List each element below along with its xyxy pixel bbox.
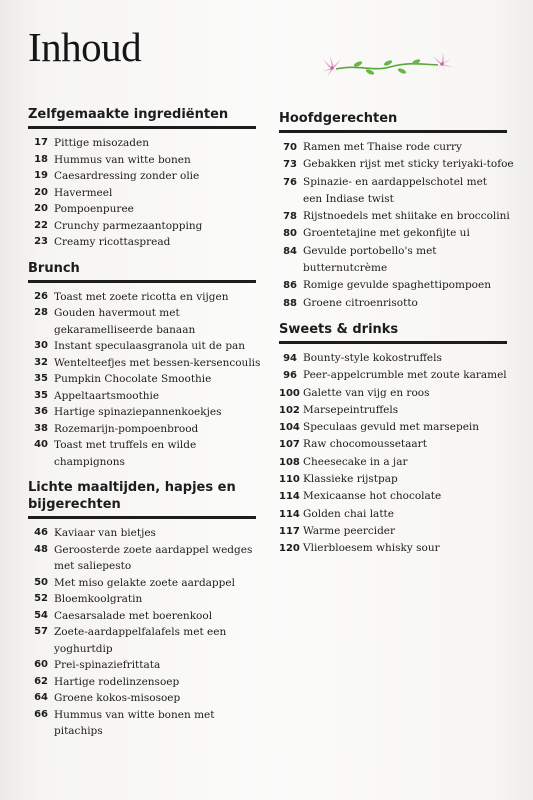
- toc-entry[interactable]: [279, 506, 507, 523]
- toc-entry[interactable]: [28, 135, 256, 152]
- toc-entry[interactable]: [28, 289, 256, 306]
- entry-page: 17: [34, 137, 48, 148]
- toc-entry[interactable]: [28, 674, 256, 691]
- toc-entry[interactable]: [28, 388, 256, 405]
- entry-title: Appeltaartsmoothie: [54, 389, 160, 402]
- entry-page: 60: [34, 659, 48, 670]
- entry-page: 120: [279, 543, 300, 555]
- entry-title: Golden chai latte: [303, 507, 394, 520]
- toc-entry[interactable]: [28, 542, 256, 575]
- entry-page: 28: [34, 307, 48, 318]
- entry-title: Caesardressing zonder olie: [54, 170, 200, 182]
- section-title: Lichte maaltijden, hapjes en bijgerechten: [28, 480, 236, 512]
- entry-title: Met miso gelakte zoete aardappel: [54, 576, 235, 589]
- entry-title: Bounty-style kokostruffels: [303, 351, 442, 364]
- toc-section: [28, 106, 256, 251]
- toc-entry[interactable]: [279, 225, 507, 242]
- toc-section: [279, 321, 507, 558]
- entry-title: Groentetajine met gekonfijte ui: [303, 227, 470, 240]
- toc-entry[interactable]: [279, 523, 507, 540]
- toc-entry[interactable]: [279, 454, 507, 471]
- toc-entry[interactable]: [279, 139, 507, 156]
- section-title: Hoofdgerechten: [279, 111, 398, 126]
- entry-page: 20: [34, 203, 48, 214]
- entry-title: Prei-spinaziefrittata: [54, 659, 161, 671]
- toc-entry[interactable]: [28, 371, 256, 388]
- toc-entry[interactable]: [28, 575, 256, 592]
- toc-entry[interactable]: [28, 234, 256, 251]
- entry-page: 54: [34, 609, 48, 621]
- toc-entry[interactable]: [279, 156, 514, 173]
- toc-left-column: [28, 106, 261, 749]
- toc-entry[interactable]: [28, 591, 256, 608]
- entry-title: Toast met zoete ricotta en vijgen: [54, 290, 229, 303]
- section-rule: [28, 280, 256, 283]
- entry-page: 117: [279, 525, 300, 537]
- entry-title: Mexicaanse hot chocolate: [303, 490, 442, 503]
- entry-page: 32: [34, 356, 48, 368]
- toc-entry[interactable]: [28, 404, 256, 421]
- entry-title: Warme peercider: [303, 524, 396, 537]
- toc-entry[interactable]: [28, 338, 256, 355]
- toc-right-column: [279, 110, 514, 567]
- entry-title: Hummus van witte bonen: [54, 153, 191, 166]
- toc-entry[interactable]: [279, 277, 507, 294]
- section-rule: [279, 130, 507, 133]
- entry-title: Romige gevulde spaghettipompoen: [303, 279, 491, 292]
- entry-page: 64: [34, 692, 48, 703]
- section-title: Sweets & drinks: [279, 321, 399, 337]
- toc-entry[interactable]: [279, 350, 507, 367]
- entry-page: 52: [34, 593, 48, 604]
- entry-page: 100: [279, 387, 300, 399]
- entry-title: Crunchy parmezaantopping: [54, 219, 203, 232]
- entry-title: Gevulde portobello's met butternutcrème: [303, 244, 437, 275]
- entry-title: Ramen met Thaise rode curry: [303, 141, 462, 153]
- entry-page: 35: [34, 373, 48, 384]
- toc-section: [28, 260, 261, 471]
- entry-page: 96: [283, 370, 297, 382]
- entry-page: 22: [34, 219, 48, 231]
- toc-entry[interactable]: [28, 152, 256, 169]
- toc-entry[interactable]: [279, 402, 507, 419]
- entry-page: 76: [283, 176, 297, 188]
- entry-page: 70: [283, 142, 297, 153]
- toc-entry[interactable]: [28, 437, 256, 470]
- entry-page: 35: [34, 389, 48, 401]
- toc-entry[interactable]: [279, 471, 507, 488]
- entry-title: Geroosterde zoete aardappel wedges met saliepesto: [54, 543, 253, 572]
- toc-entry[interactable]: [28, 690, 256, 707]
- entry-page: 38: [34, 422, 48, 434]
- entry-page: 62: [34, 675, 48, 687]
- flower-vine-icon: [318, 50, 456, 84]
- toc-entry[interactable]: [279, 295, 507, 312]
- entry-page: 30: [34, 340, 48, 351]
- toc-entry[interactable]: [279, 540, 507, 557]
- entry-title: Rijstnoedels met shiitake en broccolini: [303, 210, 510, 223]
- entry-page: 40: [34, 439, 48, 450]
- toc-entry[interactable]: [279, 419, 507, 436]
- entry-page: 102: [279, 404, 300, 416]
- entry-title: Wentelteefjes met bessen-kersencoulis: [54, 356, 261, 369]
- toc-entry[interactable]: [28, 657, 256, 674]
- entry-page: 66: [34, 708, 48, 720]
- entry-page: 94: [283, 352, 297, 364]
- entry-title: Havermeel: [54, 186, 113, 199]
- entry-title: Zoete-aardappelfalafels met een yoghurtdip: [54, 626, 227, 655]
- entry-title: Groene kokos-misosoep: [54, 692, 181, 704]
- toc-entry[interactable]: [28, 168, 256, 185]
- entry-page: 57: [34, 626, 48, 637]
- entry-title: Spinazie- en aardappelschotel met een Indiase twist: [303, 175, 488, 205]
- entry-title: Toast met truffels en wilde champignons: [54, 439, 197, 468]
- toc-entry[interactable]: [279, 436, 507, 453]
- entry-title: Klassieke rijstpap: [303, 473, 398, 486]
- entry-title: Hartige spinaziepannenkoekjes: [54, 406, 222, 418]
- entry-page: 84: [283, 245, 297, 257]
- entry-page: 114: [279, 508, 300, 520]
- entry-title: Creamy ricottaspread: [54, 236, 171, 248]
- entry-page: 46: [34, 527, 48, 538]
- entry-page: 18: [34, 153, 48, 165]
- entry-page: 78: [283, 211, 297, 223]
- toc-entry[interactable]: [279, 488, 507, 505]
- entry-page: 19: [34, 170, 48, 181]
- entry-title: Hummus van witte bonen met pitachips: [54, 708, 215, 737]
- entry-page: 23: [34, 236, 48, 247]
- section-rule: [28, 516, 256, 519]
- toc-entry[interactable]: [28, 421, 256, 438]
- section-rule: [28, 126, 256, 129]
- entry-title: Hartige rodelinzensoep: [54, 675, 180, 688]
- entry-page: 104: [279, 422, 300, 434]
- entry-page: 86: [283, 280, 297, 292]
- entry-title: Vlierbloesem whisky sour: [303, 542, 440, 555]
- entry-page: 114: [279, 491, 300, 503]
- toc-entry[interactable]: [279, 208, 510, 225]
- entry-title: Peer-appelcrumble met zoute karamel: [303, 369, 507, 382]
- entry-page: 108: [279, 456, 300, 468]
- entry-title: Instant speculaasgranola uit de pan: [54, 340, 246, 352]
- entry-page: 20: [34, 186, 48, 198]
- toc-entry[interactable]: [28, 185, 256, 202]
- entry-title: Galette van vijg en roos: [303, 386, 430, 399]
- entry-page: 88: [283, 297, 297, 309]
- entry-page: 50: [34, 576, 48, 588]
- entry-title: Gouden havermout met gekaramelliseerde banaan: [54, 307, 196, 336]
- toc-entry[interactable]: [28, 525, 256, 542]
- entry-title: Marsepeintruffels: [303, 403, 399, 416]
- entry-title: Groene citroenrisotto: [303, 296, 418, 309]
- toc-section: [279, 110, 514, 312]
- toc-entry[interactable]: [28, 201, 256, 218]
- toc-entry[interactable]: [28, 624, 256, 657]
- entry-title: Pumpkin Chocolate Smoothie: [54, 373, 212, 385]
- toc-entry[interactable]: [279, 174, 507, 209]
- entry-page: 36: [34, 406, 48, 417]
- entry-title: Pompoenpuree: [54, 203, 134, 215]
- entry-title: Rozemarijn-pompoenbrood: [54, 422, 199, 435]
- toc-entry[interactable]: [28, 707, 256, 740]
- entry-page: 26: [34, 290, 48, 302]
- entry-title: Pittige misozaden: [54, 137, 150, 149]
- toc-section: [28, 479, 256, 740]
- entry-page: 110: [279, 474, 300, 486]
- toc-entry[interactable]: [28, 305, 256, 338]
- toc-entry[interactable]: [28, 355, 261, 372]
- entry-page: 48: [34, 543, 48, 555]
- entry-title: Raw chocomoussetaart: [303, 438, 427, 451]
- page-title: Inhoud: [28, 24, 142, 70]
- section-rule: [279, 341, 507, 344]
- entry-title: Cheesecake in a jar: [303, 455, 408, 468]
- entry-page: 107: [279, 439, 300, 451]
- toc-entry[interactable]: [28, 218, 256, 235]
- entry-title: Kaviaar van bietjes: [54, 527, 156, 539]
- entry-page: 73: [283, 159, 297, 171]
- section-title: Brunch: [28, 260, 80, 276]
- toc-entry[interactable]: [279, 243, 507, 278]
- entry-title: Speculaas gevuld met marsepein: [303, 421, 480, 434]
- entry-page: 80: [283, 228, 297, 240]
- entry-title: Bloemkoolgratin: [54, 593, 143, 605]
- toc-entry[interactable]: [279, 385, 507, 402]
- toc-entry[interactable]: [279, 367, 507, 384]
- entry-title: Caesarsalade met boerenkool: [54, 609, 213, 622]
- toc-entry[interactable]: [28, 608, 256, 625]
- entry-title: Gebakken rijst met sticky teriyaki-tofoe: [303, 158, 514, 171]
- section-title: Zelfgemaakte ingrediënten: [28, 107, 229, 122]
